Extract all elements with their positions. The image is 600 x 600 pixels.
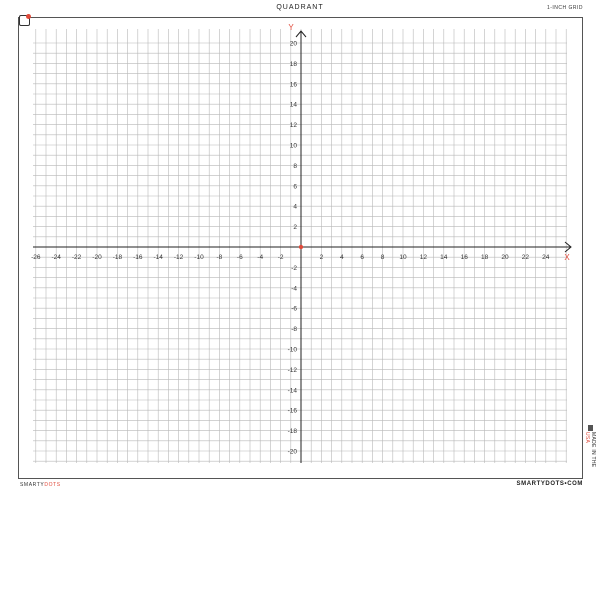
x-tick-label: 20	[501, 254, 509, 261]
flag-icon	[588, 425, 593, 431]
x-tick-label: -14	[153, 254, 163, 261]
y-tick-label: -4	[291, 285, 297, 293]
y-tick-label: -18	[287, 428, 297, 436]
y-tick-label: 6	[293, 183, 297, 191]
y-tick-label: 4	[293, 203, 297, 211]
x-tick-label: 4	[339, 254, 344, 261]
y-axis-label: Y	[288, 23, 294, 32]
made-in-usa-badge	[583, 425, 597, 479]
x-tick-label: -22	[71, 254, 82, 261]
x-tick-label: -20	[92, 254, 102, 261]
x-tick-label: -6	[236, 254, 243, 261]
brand-left-main: SMARTY	[20, 482, 45, 488]
x-tick-label: -26	[31, 254, 41, 261]
brand-wordmark-left	[20, 482, 61, 488]
x-tick-label: 6	[360, 254, 365, 261]
x-tick-label: -12	[173, 254, 184, 261]
y-tick-label: 8	[293, 162, 297, 170]
x-tick-label: -24	[51, 254, 61, 261]
x-tick-label: -10	[194, 254, 204, 261]
y-tick-label: -8	[291, 326, 297, 334]
x-tick-label: 8	[380, 254, 385, 261]
x-tick-label: -16	[133, 254, 143, 261]
x-tick-label: -2	[277, 254, 284, 261]
y-tick-label: 16	[289, 81, 297, 89]
x-tick-label: -4	[257, 254, 264, 261]
x-tick-label: 16	[460, 254, 468, 261]
y-tick-label: -6	[291, 305, 297, 313]
y-tick-label: -20	[287, 448, 297, 456]
y-tick-label: 18	[289, 60, 297, 68]
x-tick-label: -18	[112, 254, 123, 261]
y-tick-label: -16	[287, 407, 297, 415]
made-accent: USA	[584, 431, 590, 444]
y-tick-label: 10	[289, 142, 297, 150]
made-in-usa-text	[584, 432, 596, 479]
origin-point	[299, 245, 303, 249]
brand-left-accent: DOTS	[44, 482, 61, 488]
x-tick-label: 24	[542, 254, 550, 261]
grid-size-label: 1-INCH GRID	[546, 5, 583, 11]
brand-website: SMARTYDOTS•COM	[516, 481, 583, 487]
made-text: MADE IN THE	[590, 431, 596, 468]
page-title: QUADRANT	[276, 4, 324, 11]
x-tick-label: 2	[319, 254, 324, 261]
y-tick-label: 14	[289, 101, 297, 109]
y-tick-label: -10	[287, 346, 297, 354]
x-tick-label: 10	[399, 254, 407, 261]
x-tick-label: 18	[480, 254, 489, 261]
y-tick-label: -12	[287, 366, 297, 374]
y-tick-label: -2	[291, 264, 297, 272]
y-tick-label: -14	[287, 387, 297, 395]
y-tick-label: 12	[289, 122, 297, 130]
x-tick-label: 12	[419, 254, 428, 261]
x-tick-label: 22	[521, 254, 530, 261]
y-tick-label: 20	[289, 40, 297, 48]
x-tick-label: -8	[216, 254, 223, 261]
y-tick-label: 2	[293, 224, 297, 232]
x-axis-label: X	[564, 253, 570, 262]
x-tick-label: 14	[440, 254, 448, 261]
